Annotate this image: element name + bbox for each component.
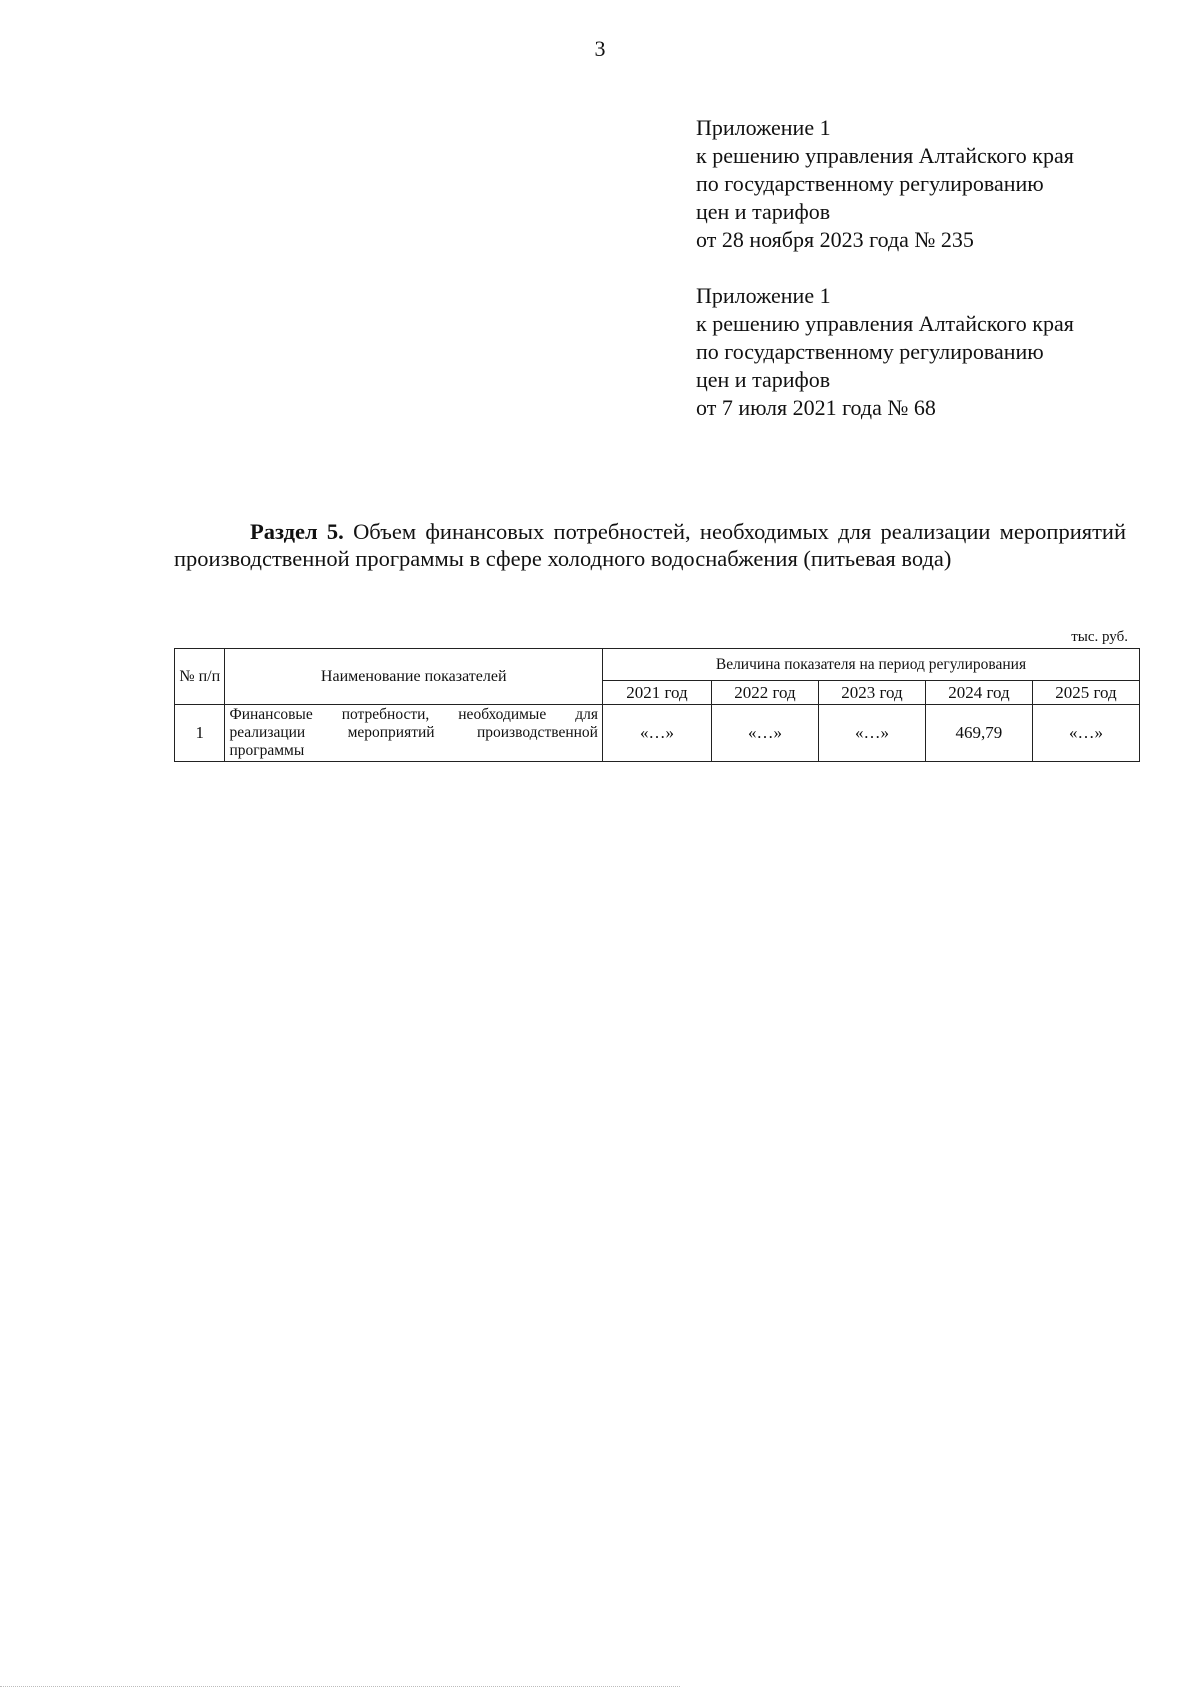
financial-needs-table [174,648,1140,762]
row-name-line: реализации мероприятий производственной [229,724,598,741]
header-period-group: Величина показателя на период регулирования [602,649,1139,681]
row-name-line: Финансовые потребности, необходимые для [229,706,598,723]
header-year: 2024 год [925,681,1032,705]
section-label: Раздел 5. [250,519,344,544]
header-year: 2022 год [711,681,818,705]
table-row [175,705,1140,762]
appendix-line: от 28 ноября 2023 года № 235 [696,227,974,252]
row-value-2023: «…» [818,705,925,762]
appendix-line: от 7 июля 2021 года № 68 [696,395,936,420]
header-year: 2023 год [818,681,925,705]
appendix-line: по государственному регулированию [696,339,1044,364]
row-value-2021: «…» [602,705,711,762]
table-unit: тыс. руб. [1071,629,1128,645]
row-name-line: программы [229,742,305,759]
appendix-line: к решению управления Алтайского края [696,311,1074,336]
appendix-line: по государственному регулированию [696,171,1044,196]
section-heading [174,518,1126,572]
row-value-2022: «…» [711,705,818,762]
row-number: 1 [175,705,225,762]
page-number: 3 [594,36,606,61]
appendix-line: к решению управления Алтайского края [696,143,1074,168]
appendix-line: Приложение 1 [696,283,831,308]
row-value-2025: «…» [1032,705,1139,762]
section-text: Объем финансовых потребностей, необходимых для реализации мероприятий производственной программы в сфере холодного водоснабжения (питьевая вода) [174,519,1127,571]
header-year: 2021 год [602,681,711,705]
header-year: 2025 год [1032,681,1139,705]
header-indicator-name: Наименование показателей [225,649,603,705]
appendix-block-current [696,114,1156,254]
appendix-line: цен и тарифов [696,367,831,392]
appendix-block-original [696,282,1156,422]
appendix-line: Приложение 1 [696,115,831,140]
appendix-line: цен и тарифов [696,199,831,224]
row-indicator-name [225,705,603,762]
header-number: № п/п [175,649,225,705]
scan-edge-artifact [0,1686,680,1688]
row-value-2024: 469,79 [925,705,1032,762]
